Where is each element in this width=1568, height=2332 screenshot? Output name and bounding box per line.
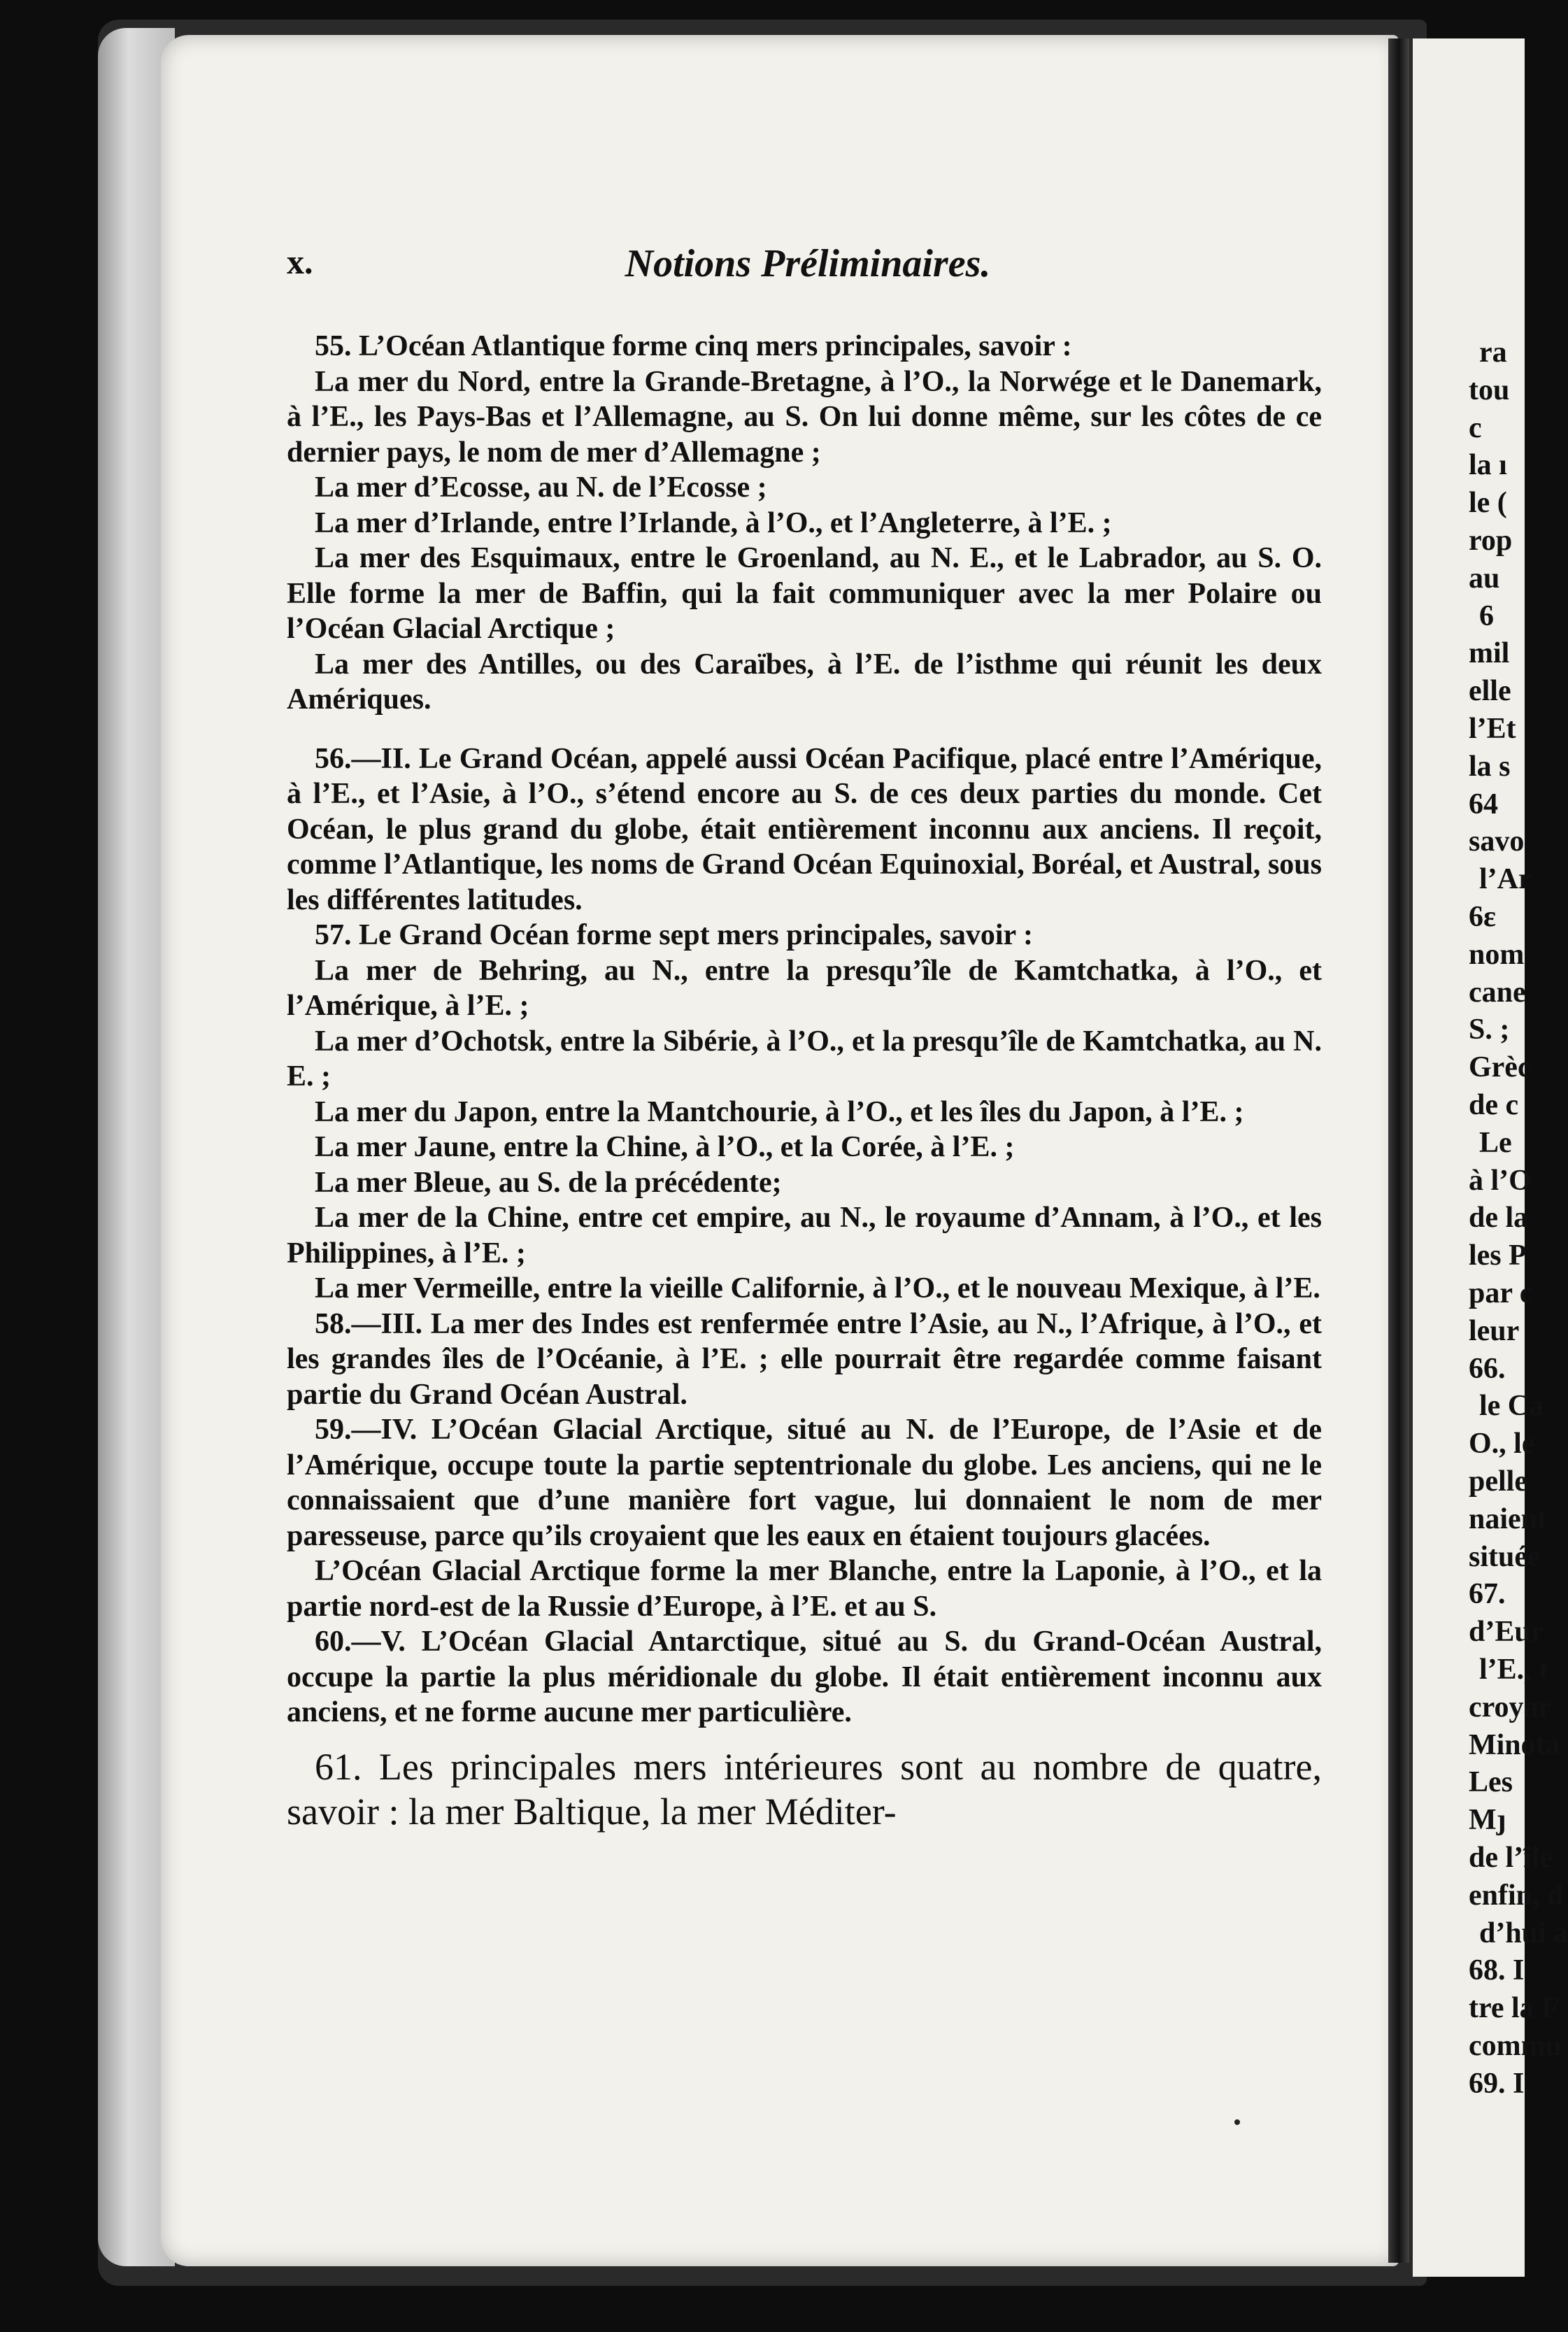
paragraph: La mer Bleue, au S. de la précédente; (315, 1166, 782, 1199)
facing-page-fragment: l’E., t (1479, 1654, 1549, 1686)
facing-page-fragment: de l’île (1469, 1842, 1553, 1874)
facing-page-fragment: l’Et (1469, 713, 1516, 745)
facing-page-fragment: à l’O (1469, 1164, 1532, 1197)
paragraph: La mer du Japon, entre la Mantchourie, à l’O., et les îles du Japon, à l’E. ; (315, 1095, 1244, 1128)
page-body (287, 329, 1322, 1834)
facing-page-fragment: Minota (1469, 1728, 1560, 1761)
facing-page-fragment: l’Ar (1479, 863, 1532, 896)
facing-page-fragment: située (1469, 1540, 1541, 1573)
paragraph: L’Océan Glacial Arctique forme la mer Blanche, entre la Laponie, à l’O., et la partie nord-est de la Russie d’Europe, à l’E. et au S. (287, 1555, 1322, 1623)
facing-page-fragment: tou (1469, 374, 1510, 406)
facing-page-fragment: savo (1469, 825, 1525, 858)
paragraph: La mer des Esquimaux, entre le Groenland, au N. E., et le Labrador, au S. O. Elle forme la mer de Baffin, qui la fait communiquer avec la mer Polaire ou l’Océan Glacial Arctique ; (287, 542, 1322, 645)
facing-page-fragment: d’hui a (1479, 1917, 1568, 1949)
paragraph: La mer Jaune, entre la Chine, à l’O., et la Corée, à l’E. ; (315, 1131, 1015, 1163)
facing-page-fragment: de la (1469, 1202, 1529, 1235)
facing-page-fragment: les P (1469, 1239, 1527, 1272)
paragraph: 57. Le Grand Océan forme sept mers principales, savoir : (315, 919, 1033, 951)
facing-page-fragment: cane (1469, 976, 1526, 1009)
facing-page-fragment: 6 (1479, 599, 1494, 632)
facing-page-fragment: 67. (1469, 1578, 1506, 1611)
facing-page-fragment: c (1469, 411, 1482, 444)
paragraph: 60.—V. L’Océan Glacial Antarctique, situé au S. du Grand-Océan Austral, occupe la partie la plus méridionale du globe. Il était entièrement inconnu aux anciens, et ne forme aucune mer particulière. (287, 1626, 1322, 1728)
facing-page-fragment: S. ; (1469, 1014, 1510, 1046)
facing-page-fragment: Le (1479, 1126, 1512, 1159)
facing-page-fragment: tre la F (1469, 1992, 1560, 2025)
paragraph: La mer des Antilles, ou des Caraïbes, à l’E. de l’isthme qui réunit les deux Amériques. (287, 648, 1322, 716)
facing-page-fragment: ra (1479, 336, 1507, 369)
facing-page (1413, 38, 1568, 2277)
facing-page-fragment: d’Eur (1469, 1616, 1544, 1649)
paragraph: La mer d’Ochotsk, entre la Sibérie, à l’O., et la presqu’île de Kamtchatka, au N. E. ; (287, 1025, 1322, 1093)
facing-page-fragment: Les (1469, 1766, 1513, 1799)
facing-page-fragment: par c (1469, 1277, 1533, 1309)
facing-page-fragment: 66. (1469, 1352, 1506, 1385)
paragraph: La mer d’Ecosse, au N. de l’Ecosse ; (315, 471, 767, 504)
paragraph-large: 61. Les principales mers intérieures sont au nombre de quatre, savoir : la mer Baltique, la mer Méditer- (287, 1745, 1322, 1833)
facing-page-fragment: mil (1469, 637, 1510, 670)
facing-page-fragment: de c (1469, 1089, 1519, 1121)
facing-page-fragment: 68. I (1469, 1954, 1525, 1987)
facing-page-fragment: 6ε (1469, 901, 1496, 933)
facing-page-fragment: elle (1469, 675, 1511, 708)
paragraph: La mer de la Chine, entre cet empire, au N., le royaume d’Annam, à l’O., et les Philippines, à l’E. ; (287, 1202, 1322, 1270)
facing-page-fragment: O., le (1469, 1428, 1535, 1460)
facing-page-fragment: pelle (1469, 1465, 1527, 1498)
paragraph: 59.—IV. L’Océan Glacial Arctique, situé au N. de l’Europe, de l’Asie et de l’Amérique, occupe toute la partie septentrionale du globe. Les anciens, qui ne le connaissaient que d’une manière fort vague, lui donnaient le nom de mer paresseuse, parce qu’ils croyaient que les eaux en étaient toujours glacées. (287, 1414, 1322, 1552)
facing-page-fragment: au (1469, 562, 1500, 595)
paragraph-gap (287, 718, 1322, 741)
facing-page-fragment: naient (1469, 1502, 1548, 1535)
paragraph: La mer du Nord, entre la Grande-Bretagne, à l’O., la Norwége et le Danemark, à l’E., les Pays-Bas et l’Allemagne, au S. On lui donne même, sur les côtes de ce dernier pays, le nom de mer d’Allemagne ; (287, 365, 1322, 469)
facing-page-fragment: le ( (1469, 487, 1507, 520)
facing-page-fragment: enfin, d (1469, 1879, 1564, 1912)
facing-page-fragment: rop (1469, 525, 1513, 557)
facing-page-fragment: la s (1469, 750, 1511, 783)
facing-page-fragment: 64 (1469, 788, 1498, 820)
ink-dot (1234, 2119, 1240, 2125)
paragraph: 58.—III. La mer des Indes est renfermée entre l’Asie, au N., l’Afrique, à l’O., et les grandes îles de l’Océanie, à l’E. ; elle pourrait être regardée comme faisant partie du Grand Océan Austral. (287, 1307, 1322, 1411)
paragraph: 55. L’Océan Atlantique forme cinq mers principales, savoir : (315, 330, 1072, 362)
facing-page-fragment: le Ca (1479, 1390, 1544, 1423)
facing-page-fragment: Mȷ (1469, 1804, 1506, 1837)
facing-page-fragment: Grèc (1469, 1051, 1531, 1084)
facing-page-fragment: la ı (1469, 449, 1507, 482)
paragraph: La mer d’Irlande, entre l’Irlande, à l’O., et l’Angleterre, à l’E. ; (315, 506, 1112, 539)
facing-page-fragment: commu (1469, 2030, 1562, 2062)
facing-page-fragment: croyar (1469, 1691, 1552, 1723)
facing-page-fragment: leur (1469, 1314, 1520, 1347)
paragraph: La mer Vermeille, entre la vieille Californie, à l’O., et le nouveau Mexique, à l’E. (315, 1272, 1320, 1304)
book-gutter (1388, 38, 1409, 2263)
page-header (287, 241, 1329, 290)
facing-page-fragment: nom (1469, 938, 1525, 971)
facing-page-fragment: 69. I (1469, 2067, 1525, 2100)
running-title: Notions Préliminaires. (625, 242, 991, 285)
paragraph: 56.—II. Le Grand Océan, appelé aussi Océan Pacifique, placé entre l’Amérique, à l’E., et l’Asie, à l’O., s’étend encore au S. de ces deux parties du monde. Cet Océan, le plus grand du globe, était entièrement inconnu aux anciens. Il reçoit, comme l’Atlantique, les noms de Grand Océan Equinoxial, Boréal, et Austral, sous les différentes latitudes. (287, 742, 1322, 916)
paragraph: La mer de Behring, au N., entre la presqu’île de Kamtchatka, à l’O., et l’Amérique, à l’E. ; (287, 954, 1322, 1022)
page-number: x. (287, 242, 313, 281)
